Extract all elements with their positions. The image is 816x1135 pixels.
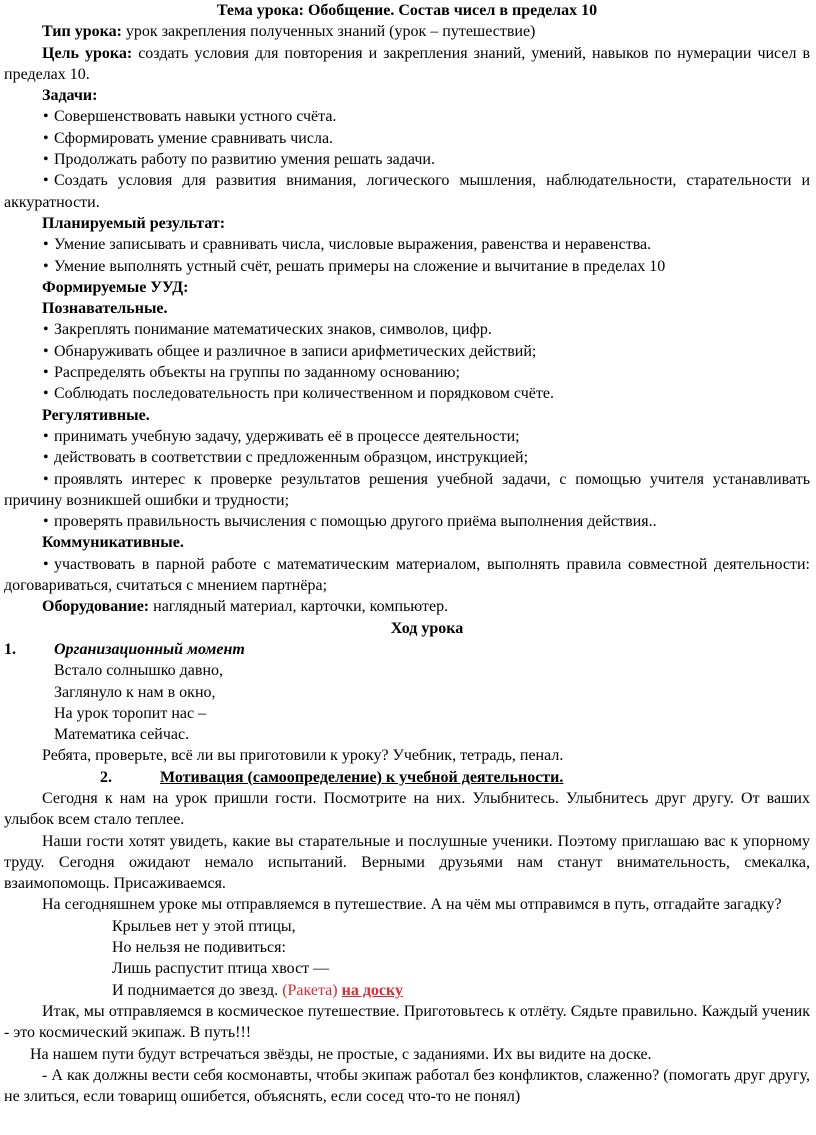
stage-2-title: Мотивация (самоопределение) к учебной деятельности. — [160, 768, 564, 786]
bullet-icon: • — [43, 108, 49, 126]
bullet-icon: • — [43, 427, 49, 445]
regulative-item: • принимать учебную задачу, удерживать её в процессе деятельности; — [4, 426, 810, 447]
poem-line: Математика сейчас. — [54, 726, 190, 744]
tasks-heading: Задачи: — [42, 87, 98, 105]
stage-1-number: 1. — [4, 640, 16, 658]
lesson-goal — [4, 43, 810, 86]
regulative-heading: Регулятивные. — [42, 406, 150, 424]
lesson-type-label: Тип урока: — [42, 23, 122, 41]
lesson-title: Тема урока: Обобщение. Состав чисел в пределах 10 — [216, 2, 598, 19]
uud-heading: Формируемые УУД: — [42, 278, 189, 296]
poem-line: На урок торопит нас – — [54, 704, 207, 722]
lesson-type-value: урок закрепления полученных знаний (урок – путешествие) — [121, 23, 536, 41]
riddle-line: Крыльев нет у этой птицы, — [112, 917, 296, 935]
bullet-icon: • — [43, 364, 49, 382]
equipment-value: наглядный материал, карточки, компьютер. — [149, 598, 449, 616]
bullet-icon: • — [43, 257, 49, 275]
check-text: Ребята, проверьте, всё ли вы приготовили к уроку? Учебник, тетрадь, пенал. — [42, 747, 564, 765]
riddle-line: Лишь распустит птица хвост — — [112, 960, 330, 978]
equipment — [4, 596, 810, 617]
bullet-icon: • — [43, 385, 49, 403]
bullet-icon: • — [43, 172, 49, 190]
cognitive-heading: Познавательные. — [42, 300, 168, 318]
task-item: • Сформировать умение сравнивать числа. — [4, 128, 810, 149]
bullet-icon: • — [43, 151, 49, 169]
stage-1-title: Организационный момент — [54, 640, 245, 658]
cognitive-item: • Распределять объекты на группы по заданному основанию; — [4, 362, 810, 383]
result-item: • Умение выполнять устный счёт, решать примеры на сложение и вычитание в пределах 10 — [4, 256, 810, 277]
communicative-heading: Коммуникативные. — [42, 534, 184, 552]
regulative-item: • проверять правильность вычисления с помощью другого приёма выполнения действия.. — [4, 511, 810, 532]
result-item: • Умение записывать и сравнивать числа, числовые выражения, равенства и неравенства. — [4, 234, 810, 255]
poem-line: Заглянуло к нам в окно, — [54, 683, 216, 701]
communicative-item: • участвовать в парной работе с математическим материалом, выполнять правила совместной деятельности: договариваться, считаться с мнением партнёра; — [4, 555, 810, 595]
lesson-goal-value: создать условия для повторения и закрепления знаний, умений, навыков по нумерации чисел в пределах 10. — [4, 44, 811, 83]
lesson-type — [4, 21, 810, 42]
board-link[interactable]: на доску — [341, 981, 404, 999]
bullet-icon: • — [43, 236, 49, 254]
paragraph: Наши гости хотят увидеть, какие вы старательные и послушные ученики. Поэтому приглашаю вас к упорному труду. Сегодня ожидают немало испытаний. Верными друзьями нам станут внимательность, смекалка, взаимопомощь. Присаживаемся. — [4, 832, 810, 893]
paragraph: На нашем пути будут встречаться звёзды, не простые, с заданиями. Их вы видите на доске. — [30, 1045, 652, 1063]
task-item: • Создать условия для развития внимания, логического мышления, наблюдательности, старательности и аккуратности. — [4, 172, 810, 211]
regulative-item: • проявлять интерес к проверке результатов решения учебной задачи, с помощью учителя устанавливать причину возникшей ошибки и трудности; — [4, 470, 810, 509]
riddle-line-last: И поднимается до звезд. (Ракета) на доску — [112, 981, 404, 999]
stage-2-heading — [4, 767, 810, 788]
course-heading: Ход урока — [390, 619, 464, 637]
lesson-goal-label: Цель урока: — [42, 44, 133, 62]
paragraph: - А как должны вести себя космонавты, чтобы экипаж работал без конфликтов, слаженно? (помогать друг другу, не злиться, если товарищ ошибется, объяснять, если сосед что-то не понял) — [4, 1066, 810, 1106]
equipment-label: Оборудование: — [42, 598, 150, 616]
paragraph: На сегодняшнем уроке мы отправляемся в путешествие. А на чём мы отправимся в путь, отгадайте загадку? — [42, 896, 782, 914]
task-item: • Совершенствовать навыки устного счёта. — [4, 106, 810, 127]
riddle-answer: (Ракета) — [282, 981, 338, 999]
bullet-icon: • — [43, 449, 49, 467]
bullet-icon: • — [43, 342, 49, 360]
bullet-icon: • — [43, 321, 49, 339]
bullet-icon: • — [43, 513, 49, 531]
bullet-icon: • — [43, 129, 49, 147]
regulative-item: • действовать в соответствии с предложенным образцом, инструкцией; — [4, 447, 810, 468]
task-item: • Продолжать работу по развитию умения решать задачи. — [4, 149, 810, 170]
paragraph: Итак, мы отправляемся в космическое путешествие. Приготовьтесь к отлёту. Сядьте правильно. Каждый ученик - это космический экипаж. В путь!!! — [4, 1002, 810, 1042]
stage-1-heading — [4, 639, 810, 660]
riddle-line: Но нельзя не подивиться: — [112, 939, 286, 957]
stage-2-number: 2. — [100, 768, 112, 786]
cognitive-item: • Соблюдать последовательность при количественном и порядковом счёте. — [4, 383, 810, 404]
cognitive-item: • Обнаруживать общее и различное в записи арифметических действий; — [4, 341, 810, 362]
bullet-icon: • — [43, 555, 49, 573]
paragraph: Сегодня к нам на урок пришли гости. Посмотрите на них. Улыбнитесь. Улыбнитесь друг другу. От ваших улыбок всем стало теплее. — [4, 789, 810, 829]
poem-line: Встало солнышко давно, — [54, 662, 224, 680]
result-heading: Планируемый результат: — [42, 214, 226, 232]
bullet-icon: • — [43, 470, 49, 488]
cognitive-item: • Закреплять понимание математических знаков, символов, цифр. — [4, 319, 810, 340]
